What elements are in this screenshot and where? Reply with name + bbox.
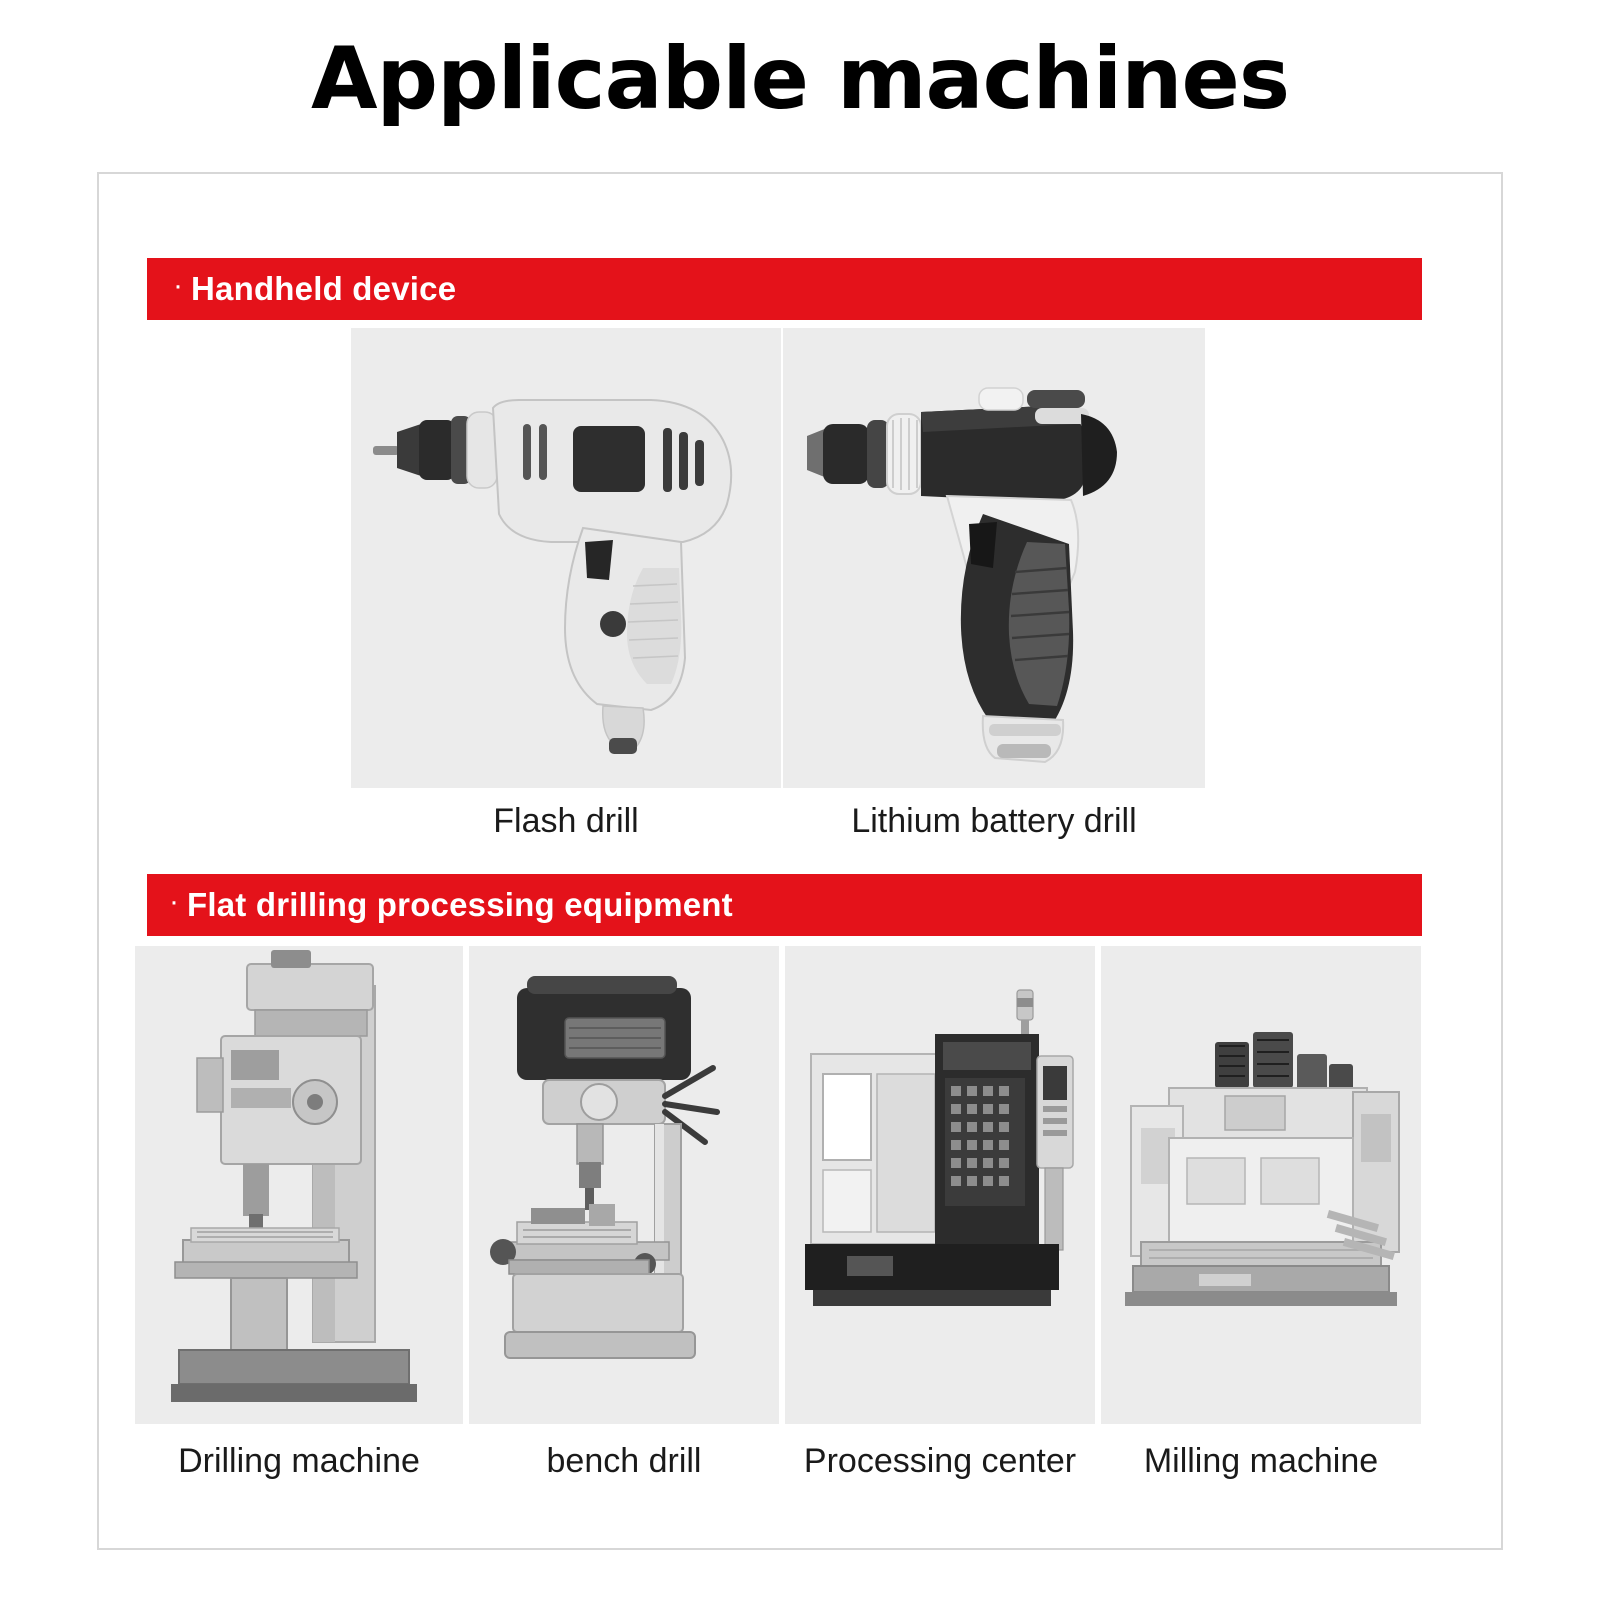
caption-processing-center: Processing center — [803, 1442, 1077, 1480]
caption-lithium-battery-drill: Lithium battery drill — [851, 802, 1137, 840]
section-heading-label: Flat drilling processing equipment — [187, 886, 733, 923]
content-frame — [97, 172, 1503, 1550]
image-processing-center — [785, 946, 1095, 1424]
image-lithium-battery-drill — [783, 328, 1205, 788]
image-flash-drill — [351, 328, 781, 788]
caption-flash-drill: Flash drill — [493, 802, 639, 840]
image-drilling-machine — [135, 946, 463, 1424]
caption-bench-drill: bench drill — [546, 1442, 702, 1480]
bullet-icon: · — [173, 269, 183, 302]
image-bench-drill — [469, 946, 779, 1424]
bullet-icon: · — [169, 885, 179, 918]
caption-drilling-machine: Drilling machine — [178, 1442, 420, 1480]
section-heading-label: Handheld device — [191, 270, 457, 307]
section-header-handheld — [147, 258, 1422, 320]
section-header-flat-drilling — [147, 874, 1422, 936]
caption-milling-machine: Milling machine — [1143, 1442, 1379, 1480]
image-milling-machine — [1101, 946, 1421, 1424]
page-title: Applicable machines — [310, 29, 1290, 129]
